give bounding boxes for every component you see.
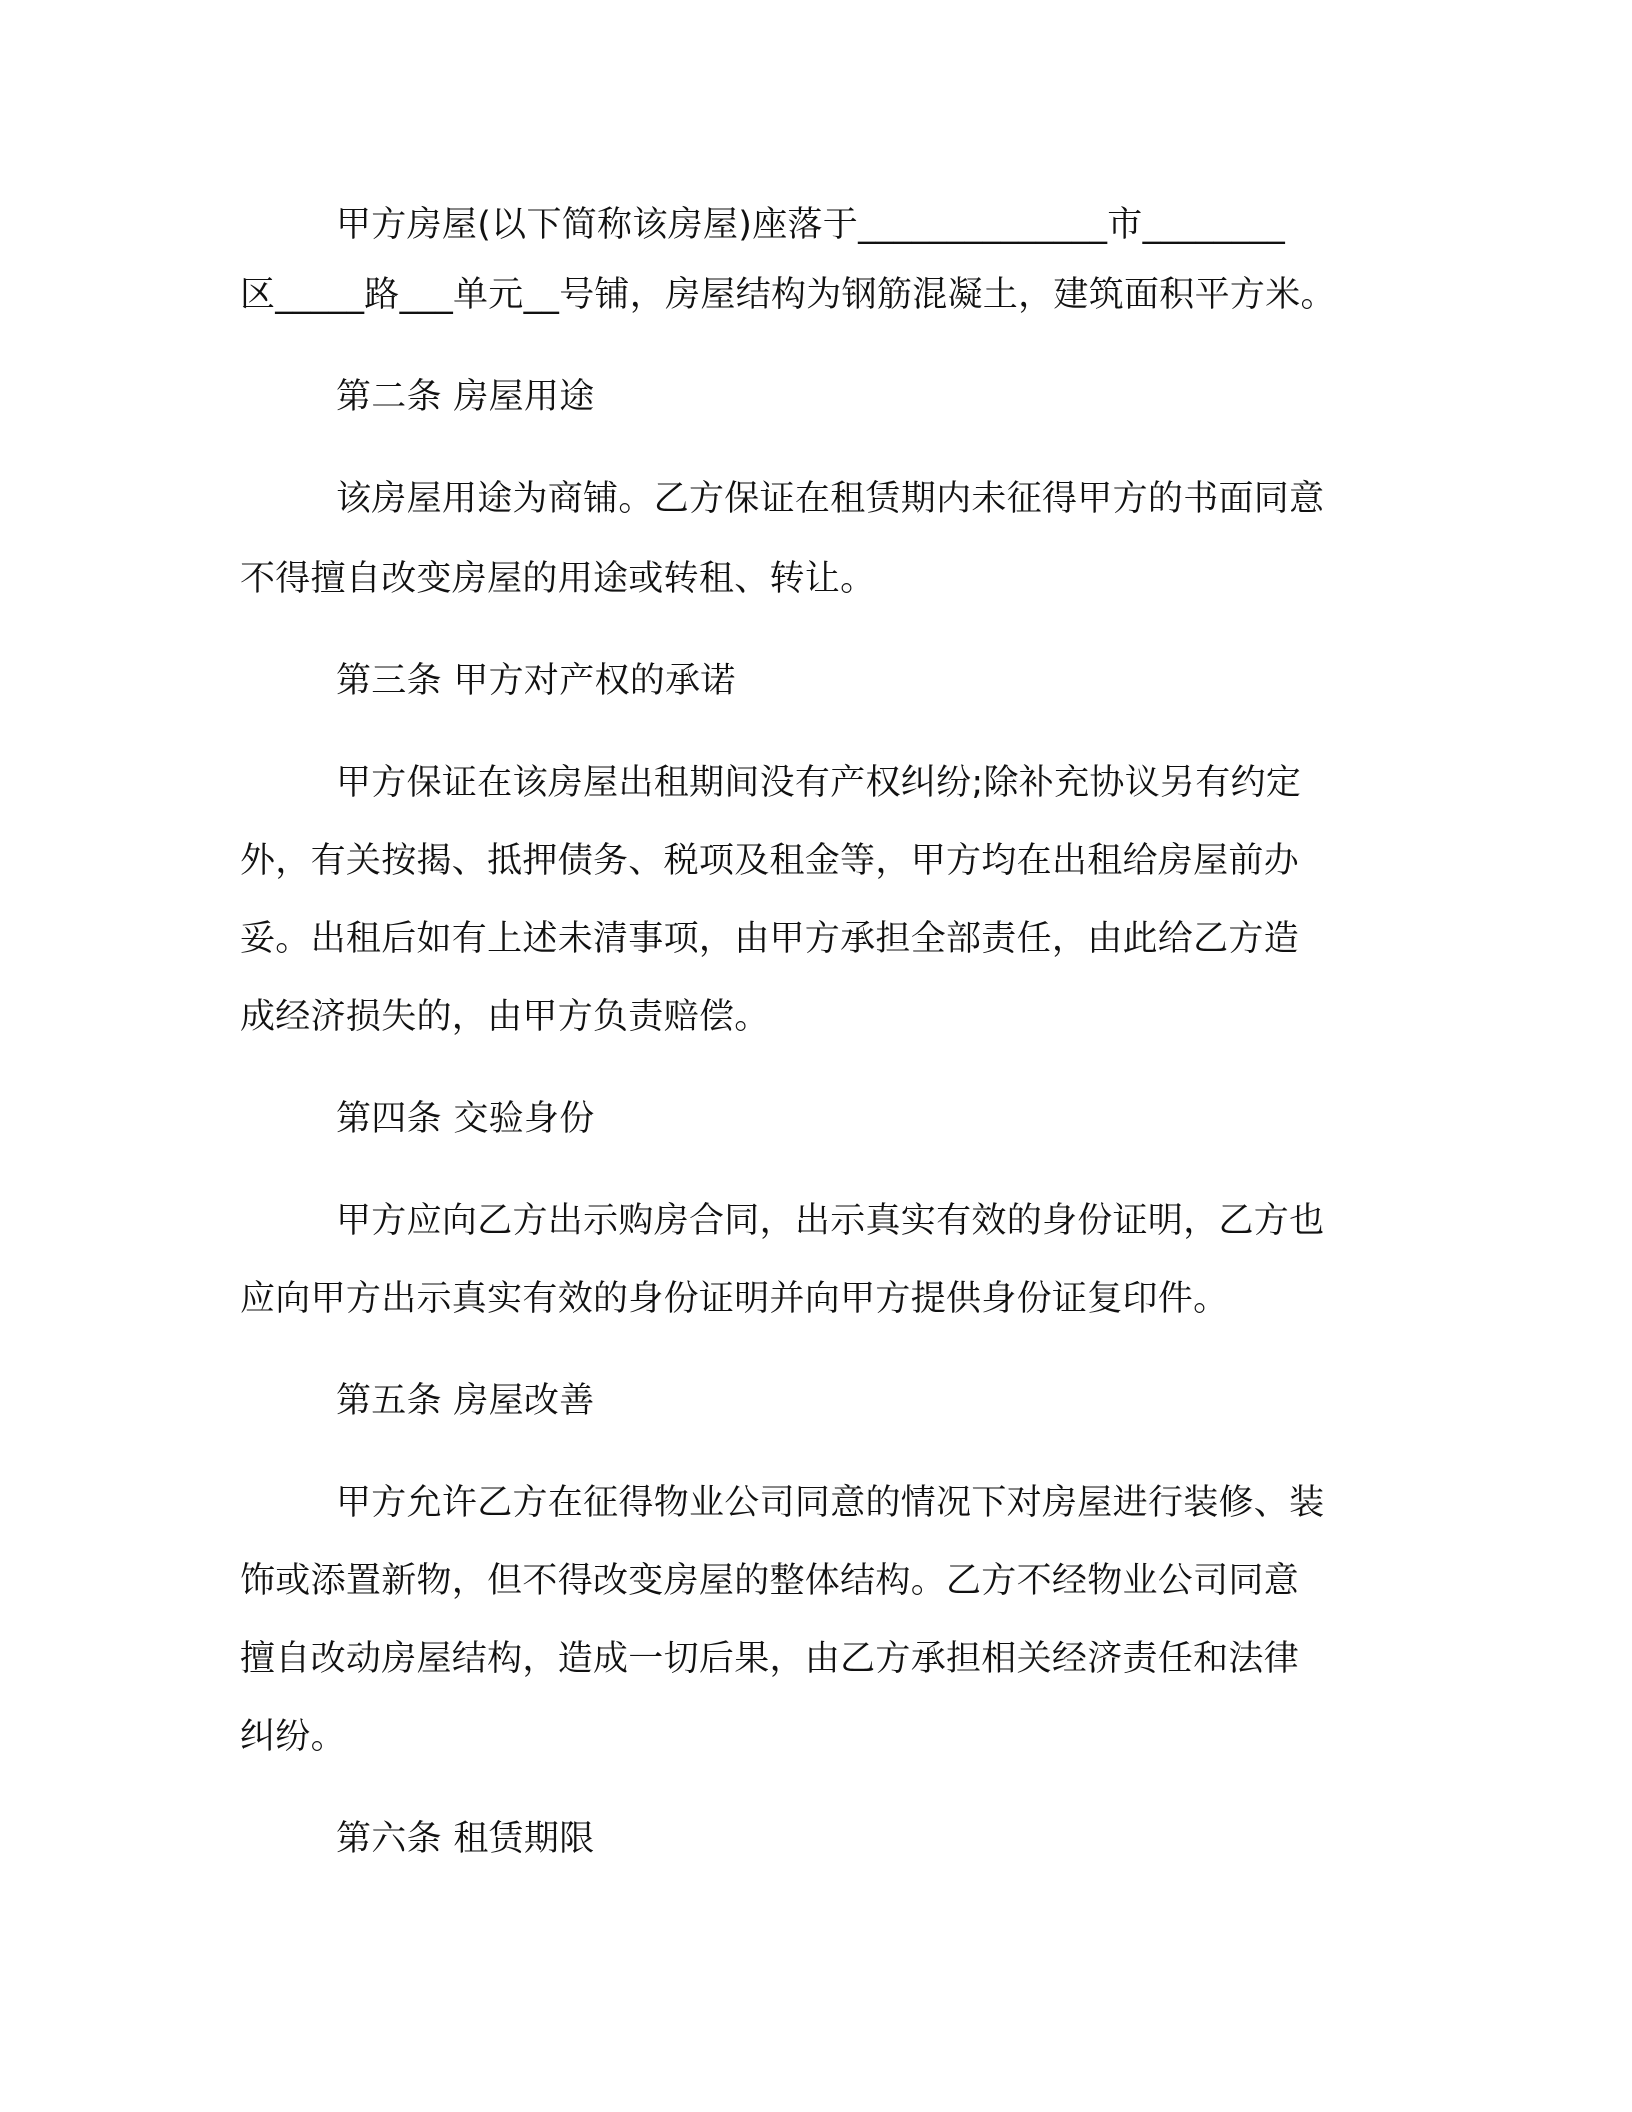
paragraph-line: 甲方应向乙方出示购房合同，出示真实有效的身份证明，乙方也 xyxy=(336,1201,1325,1241)
article-6-heading: 第六条 租赁期限 xyxy=(336,1819,595,1859)
paragraph-line: 甲方允许乙方在征得物业公司同意的情况下对房屋进行装修、装 xyxy=(336,1483,1325,1523)
article-5-heading: 第五条 房屋改善 xyxy=(336,1381,595,1421)
paragraph-line: 应向甲方出示真实有效的身份证明并向甲方提供身份证复印件。 xyxy=(240,1279,1229,1319)
article-2-heading: 第二条 房屋用途 xyxy=(336,377,595,417)
paragraph-line: 妥。出租后如有上述未清事项，由甲方承担全部责任，由此给乙方造 xyxy=(240,919,1300,959)
paragraph-line: 饰或添置新物，但不得改变房屋的整体结构。乙方不经物业公司同意 xyxy=(240,1561,1300,1601)
article-3-heading: 第三条 甲方对产权的承诺 xyxy=(336,661,736,701)
paragraph-line: 甲方房屋(以下简称该房屋)座落于______________市________ xyxy=(336,205,1286,245)
paragraph-line: 甲方保证在该房屋出租期间没有产权纠纷;除补充协议另有约定 xyxy=(336,763,1302,803)
article-4-heading: 第四条 交验身份 xyxy=(336,1099,595,1139)
paragraph-line: 纠纷。 xyxy=(240,1717,346,1757)
paragraph-line: 区_____路___单元__号铺，房屋结构为钢筋混凝土，建筑面积平方米。 xyxy=(240,275,1336,315)
paragraph-line: 擅自改动房屋结构，造成一切后果，由乙方承担相关经济责任和法律 xyxy=(240,1639,1300,1679)
paragraph-line: 成经济损失的，由甲方负责赔偿。 xyxy=(240,997,770,1037)
paragraph-line: 外，有关按揭、抵押债务、税项及租金等，甲方均在出租给房屋前办 xyxy=(240,841,1300,881)
paragraph-line: 不得擅自改变房屋的用途或转租、转让。 xyxy=(240,559,876,599)
paragraph-line: 该房屋用途为商铺。乙方保证在租赁期内未征得甲方的书面同意 xyxy=(336,479,1325,519)
